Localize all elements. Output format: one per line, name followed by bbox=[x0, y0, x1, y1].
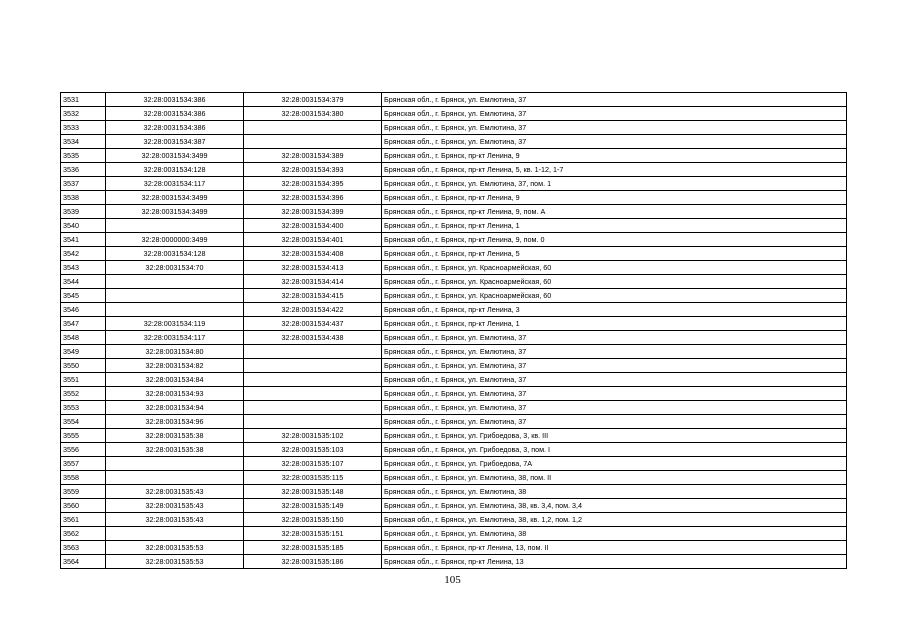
page-number: 105 bbox=[444, 574, 461, 586]
cadastral-number-a-cell: 32:28:0031534:117 bbox=[106, 177, 244, 191]
row-number-cell: 3547 bbox=[61, 317, 106, 331]
row-number-cell: 3535 bbox=[61, 149, 106, 163]
address-cell: Брянская обл., г. Брянск, пр-кт Ленина, 13, пом. II bbox=[382, 541, 847, 555]
cadastral-number-a-cell bbox=[106, 471, 244, 485]
table-row bbox=[61, 429, 847, 443]
cadastral-number-b-cell: 32:28:0031534:415 bbox=[244, 289, 382, 303]
cadastral-number-b-cell: 32:28:0031535:150 bbox=[244, 513, 382, 527]
cadastral-number-a-cell: 32:28:0031534:3499 bbox=[106, 149, 244, 163]
address-cell: Брянская обл., г. Брянск, ул. Емлютина, 38 bbox=[382, 485, 847, 499]
address-cell: Брянская обл., г. Брянск, ул. Емлютина, 37 bbox=[382, 359, 847, 373]
table-row bbox=[61, 233, 847, 247]
table-row bbox=[61, 457, 847, 471]
table-row bbox=[61, 401, 847, 415]
table-row bbox=[61, 93, 847, 107]
cadastral-number-a-cell: 32:28:0031534:386 bbox=[106, 93, 244, 107]
cadastral-number-a-cell: 32:28:0031535:38 bbox=[106, 443, 244, 457]
table-row bbox=[61, 443, 847, 457]
cadastral-number-a-cell: 32:28:0031535:43 bbox=[106, 485, 244, 499]
table-body bbox=[61, 93, 847, 569]
address-cell: Брянская обл., г. Брянск, ул. Емлютина, 38, кв. 1,2, пом. 1,2 bbox=[382, 513, 847, 527]
table-row bbox=[61, 121, 847, 135]
address-cell: Брянская обл., г. Брянск, ул. Емлютина, 37, пом. 1 bbox=[382, 177, 847, 191]
cadastral-number-b-cell bbox=[244, 401, 382, 415]
row-number-cell: 3534 bbox=[61, 135, 106, 149]
cadastral-number-a-cell: 32:28:0031534:119 bbox=[106, 317, 244, 331]
row-number-cell: 3537 bbox=[61, 177, 106, 191]
table-row bbox=[61, 303, 847, 317]
cadastral-number-b-cell: 32:28:0031534:396 bbox=[244, 191, 382, 205]
cadastral-number-b-cell: 32:28:0031535:151 bbox=[244, 527, 382, 541]
cadastral-number-b-cell: 32:28:0031535:107 bbox=[244, 457, 382, 471]
row-number-cell: 3556 bbox=[61, 443, 106, 457]
cadastral-number-a-cell bbox=[106, 219, 244, 233]
row-number-cell: 3541 bbox=[61, 233, 106, 247]
address-cell: Брянская обл., г. Брянск, ул. Емлютина, 37 bbox=[382, 93, 847, 107]
cadastral-number-a-cell: 32:28:0031534:3499 bbox=[106, 191, 244, 205]
cadastral-registry-table bbox=[60, 92, 847, 569]
address-cell: Брянская обл., г. Брянск, пр-кт Ленина, 9, пом. А bbox=[382, 205, 847, 219]
cadastral-number-b-cell: 32:28:0031535:185 bbox=[244, 541, 382, 555]
address-cell: Брянская обл., г. Брянск, ул. Емлютина, 38 bbox=[382, 527, 847, 541]
address-cell: Брянская обл., г. Брянск, пр-кт Ленина, 1 bbox=[382, 317, 847, 331]
cadastral-number-b-cell bbox=[244, 387, 382, 401]
cadastral-number-a-cell: 32:28:0031534:3499 bbox=[106, 205, 244, 219]
table-row bbox=[61, 177, 847, 191]
cadastral-number-b-cell: 32:28:0031534:393 bbox=[244, 163, 382, 177]
row-number-cell: 3550 bbox=[61, 359, 106, 373]
cadastral-number-b-cell: 32:28:0031535:102 bbox=[244, 429, 382, 443]
address-cell: Брянская обл., г. Брянск, ул. Емлютина, 38, пом. II bbox=[382, 471, 847, 485]
table-row bbox=[61, 247, 847, 261]
address-cell: Брянская обл., г. Брянск, ул. Емлютина, 37 bbox=[382, 121, 847, 135]
table-row bbox=[61, 373, 847, 387]
cadastral-number-a-cell bbox=[106, 275, 244, 289]
table-row bbox=[61, 499, 847, 513]
row-number-cell: 3559 bbox=[61, 485, 106, 499]
address-cell: Брянская обл., г. Брянск, ул. Красноармейская, 60 bbox=[382, 275, 847, 289]
table-row bbox=[61, 541, 847, 555]
table-row bbox=[61, 359, 847, 373]
table-row bbox=[61, 471, 847, 485]
row-number-cell: 3554 bbox=[61, 415, 106, 429]
cadastral-number-b-cell: 32:28:0031535:149 bbox=[244, 499, 382, 513]
table-row bbox=[61, 163, 847, 177]
address-cell: Брянская обл., г. Брянск, пр-кт Ленина, 5, кв. 1-12, 1-7 bbox=[382, 163, 847, 177]
cadastral-number-b-cell: 32:28:0031534:414 bbox=[244, 275, 382, 289]
address-cell: Брянская обл., г. Брянск, пр-кт Ленина, 13 bbox=[382, 555, 847, 569]
row-number-cell: 3543 bbox=[61, 261, 106, 275]
row-number-cell: 3549 bbox=[61, 345, 106, 359]
address-cell: Брянская обл., г. Брянск, ул. Емлютина, 37 bbox=[382, 107, 847, 121]
address-cell: Брянская обл., г. Брянск, ул. Емлютина, 37 bbox=[382, 401, 847, 415]
table-row bbox=[61, 485, 847, 499]
row-number-cell: 3562 bbox=[61, 527, 106, 541]
address-cell: Брянская обл., г. Брянск, ул. Красноармейская, 60 bbox=[382, 289, 847, 303]
address-cell: Брянская обл., г. Брянск, пр-кт Ленина, 9 bbox=[382, 191, 847, 205]
row-number-cell: 3533 bbox=[61, 121, 106, 135]
cadastral-number-b-cell bbox=[244, 121, 382, 135]
table-row bbox=[61, 219, 847, 233]
cadastral-number-b-cell: 32:28:0031534:422 bbox=[244, 303, 382, 317]
cadastral-number-b-cell: 32:28:0031534:413 bbox=[244, 261, 382, 275]
table-row bbox=[61, 555, 847, 569]
cadastral-number-a-cell: 32:28:0031534:70 bbox=[106, 261, 244, 275]
row-number-cell: 3551 bbox=[61, 373, 106, 387]
cadastral-number-b-cell bbox=[244, 135, 382, 149]
row-number-cell: 3531 bbox=[61, 93, 106, 107]
cadastral-number-b-cell: 32:28:0031534:400 bbox=[244, 219, 382, 233]
cadastral-number-a-cell: 32:28:0031534:128 bbox=[106, 247, 244, 261]
row-number-cell: 3536 bbox=[61, 163, 106, 177]
table-row bbox=[61, 289, 847, 303]
cadastral-number-a-cell: 32:28:0031534:94 bbox=[106, 401, 244, 415]
cadastral-number-a-cell: 32:28:0031534:386 bbox=[106, 107, 244, 121]
row-number-cell: 3542 bbox=[61, 247, 106, 261]
row-number-cell: 3546 bbox=[61, 303, 106, 317]
row-number-cell: 3532 bbox=[61, 107, 106, 121]
table-row bbox=[61, 135, 847, 149]
address-cell: Брянская обл., г. Брянск, ул. Грибоедова, 7А bbox=[382, 457, 847, 471]
cadastral-number-a-cell: 32:28:0031535:43 bbox=[106, 513, 244, 527]
cadastral-number-b-cell: 32:28:0031534:438 bbox=[244, 331, 382, 345]
cadastral-number-b-cell: 32:28:0031534:408 bbox=[244, 247, 382, 261]
row-number-cell: 3561 bbox=[61, 513, 106, 527]
cadastral-number-a-cell bbox=[106, 303, 244, 317]
cadastral-number-a-cell bbox=[106, 289, 244, 303]
address-cell: Брянская обл., г. Брянск, ул. Емлютина, 38, кв. 3,4, пом. 3,4 bbox=[382, 499, 847, 513]
cadastral-number-b-cell: 32:28:0031534:380 bbox=[244, 107, 382, 121]
row-number-cell: 3564 bbox=[61, 555, 106, 569]
cadastral-number-a-cell: 32:28:0031535:53 bbox=[106, 541, 244, 555]
cadastral-number-a-cell: 32:28:0031534:387 bbox=[106, 135, 244, 149]
cadastral-number-a-cell: 32:28:0031534:386 bbox=[106, 121, 244, 135]
row-number-cell: 3545 bbox=[61, 289, 106, 303]
table-row bbox=[61, 513, 847, 527]
cadastral-number-b-cell: 32:28:0031534:399 bbox=[244, 205, 382, 219]
row-number-cell: 3540 bbox=[61, 219, 106, 233]
cadastral-number-a-cell bbox=[106, 457, 244, 471]
cadastral-number-b-cell: 32:28:0031534:401 bbox=[244, 233, 382, 247]
cadastral-number-a-cell: 32:28:0031534:128 bbox=[106, 163, 244, 177]
cadastral-number-a-cell: 32:28:0031535:38 bbox=[106, 429, 244, 443]
row-number-cell: 3553 bbox=[61, 401, 106, 415]
row-number-cell: 3538 bbox=[61, 191, 106, 205]
cadastral-number-a-cell: 32:28:0031535:53 bbox=[106, 555, 244, 569]
row-number-cell: 3560 bbox=[61, 499, 106, 513]
cadastral-number-b-cell bbox=[244, 359, 382, 373]
address-cell: Брянская обл., г. Брянск, пр-кт Ленина, 9 bbox=[382, 149, 847, 163]
cadastral-number-a-cell: 32:28:0031534:117 bbox=[106, 331, 244, 345]
address-cell: Брянская обл., г. Брянск, пр-кт Ленина, 9, пом. 0 bbox=[382, 233, 847, 247]
row-number-cell: 3558 bbox=[61, 471, 106, 485]
cadastral-number-a-cell: 32:28:0031534:80 bbox=[106, 345, 244, 359]
cadastral-number-b-cell: 32:28:0031535:103 bbox=[244, 443, 382, 457]
cadastral-number-a-cell: 32:28:0031534:82 bbox=[106, 359, 244, 373]
cadastral-number-a-cell: 32:28:0031535:43 bbox=[106, 499, 244, 513]
address-cell: Брянская обл., г. Брянск, ул. Емлютина, 37 bbox=[382, 331, 847, 345]
table-row bbox=[61, 205, 847, 219]
table-row bbox=[61, 261, 847, 275]
table-row bbox=[61, 191, 847, 205]
cadastral-number-b-cell bbox=[244, 373, 382, 387]
cadastral-number-a-cell: 32:28:0031534:93 bbox=[106, 387, 244, 401]
cadastral-number-b-cell bbox=[244, 415, 382, 429]
row-number-cell: 3544 bbox=[61, 275, 106, 289]
table-row bbox=[61, 415, 847, 429]
table-row bbox=[61, 107, 847, 121]
cadastral-number-b-cell: 32:28:0031535:186 bbox=[244, 555, 382, 569]
address-cell: Брянская обл., г. Брянск, пр-кт Ленина, 5 bbox=[382, 247, 847, 261]
row-number-cell: 3552 bbox=[61, 387, 106, 401]
cadastral-number-b-cell: 32:28:0031534:389 bbox=[244, 149, 382, 163]
cadastral-number-b-cell: 32:28:0031534:437 bbox=[244, 317, 382, 331]
table-row bbox=[61, 345, 847, 359]
address-cell: Брянская обл., г. Брянск, ул. Красноармейская, 60 bbox=[382, 261, 847, 275]
table-row bbox=[61, 275, 847, 289]
address-cell: Брянская обл., г. Брянск, пр-кт Ленина, 1 bbox=[382, 219, 847, 233]
address-cell: Брянская обл., г. Брянск, ул. Емлютина, 37 bbox=[382, 415, 847, 429]
cadastral-number-b-cell bbox=[244, 345, 382, 359]
table-row bbox=[61, 331, 847, 345]
row-number-cell: 3557 bbox=[61, 457, 106, 471]
address-cell: Брянская обл., г. Брянск, ул. Емлютина, 37 bbox=[382, 345, 847, 359]
table-row bbox=[61, 387, 847, 401]
table-row bbox=[61, 317, 847, 331]
row-number-cell: 3563 bbox=[61, 541, 106, 555]
cadastral-number-b-cell: 32:28:0031534:395 bbox=[244, 177, 382, 191]
cadastral-number-a-cell: 32:28:0031534:84 bbox=[106, 373, 244, 387]
table-row bbox=[61, 149, 847, 163]
address-cell: Брянская обл., г. Брянск, пр-кт Ленина, 3 bbox=[382, 303, 847, 317]
row-number-cell: 3555 bbox=[61, 429, 106, 443]
address-cell: Брянская обл., г. Брянск, ул. Емлютина, 37 bbox=[382, 135, 847, 149]
address-cell: Брянская обл., г. Брянск, ул. Емлютина, 37 bbox=[382, 373, 847, 387]
cadastral-number-b-cell: 32:28:0031535:148 bbox=[244, 485, 382, 499]
address-cell: Брянская обл., г. Брянск, ул. Грибоедова, 3, кв. III bbox=[382, 429, 847, 443]
row-number-cell: 3548 bbox=[61, 331, 106, 345]
table-row bbox=[61, 527, 847, 541]
cadastral-number-b-cell: 32:28:0031535:115 bbox=[244, 471, 382, 485]
cadastral-number-a-cell: 32:28:0000000:3499 bbox=[106, 233, 244, 247]
cadastral-number-a-cell: 32:28:0031534:96 bbox=[106, 415, 244, 429]
cadastral-number-b-cell: 32:28:0031534:379 bbox=[244, 93, 382, 107]
row-number-cell: 3539 bbox=[61, 205, 106, 219]
cadastral-number-a-cell bbox=[106, 527, 244, 541]
address-cell: Брянская обл., г. Брянск, ул. Грибоедова, 3, пом. I bbox=[382, 443, 847, 457]
address-cell: Брянская обл., г. Брянск, ул. Емлютина, 37 bbox=[382, 387, 847, 401]
